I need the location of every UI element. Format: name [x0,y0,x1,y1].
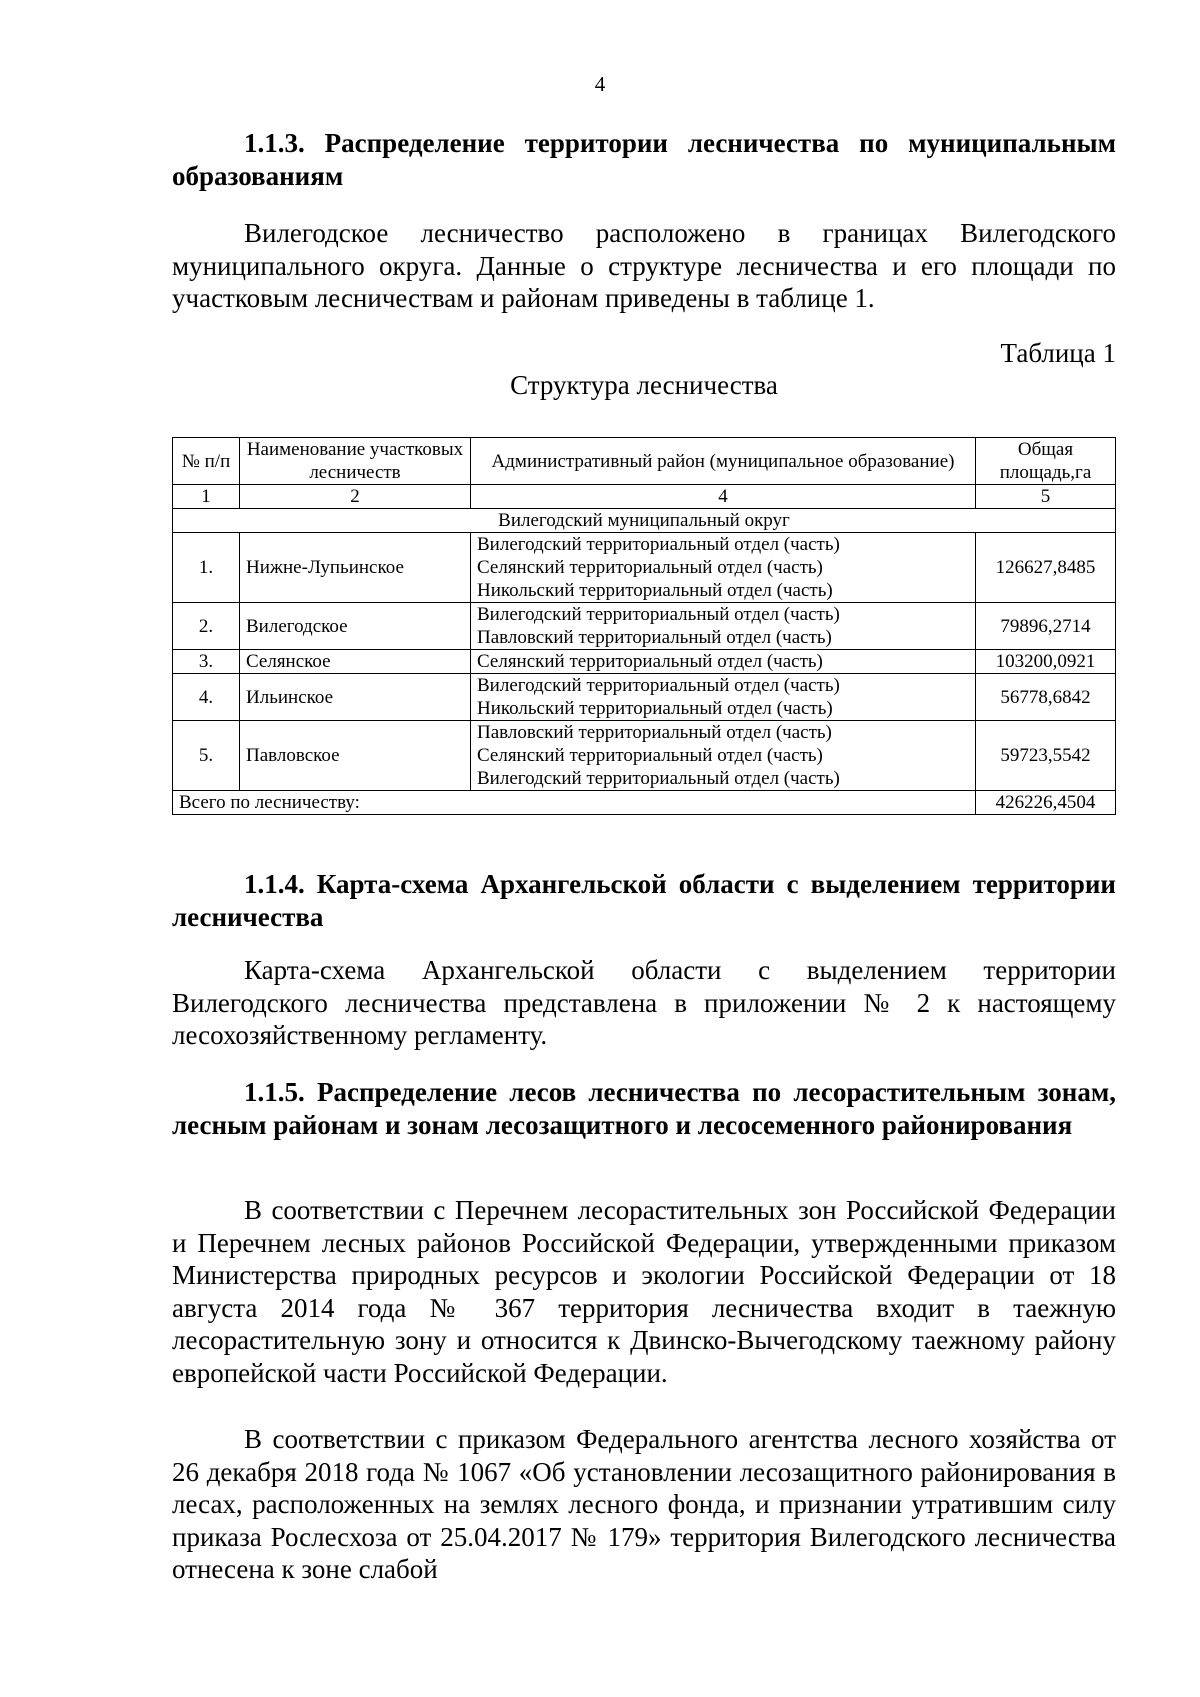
district-line: Павловский территориальный отдел (часть) [477,627,832,648]
table-number-caption: Таблица 1 [1000,338,1116,368]
row-number-cell: 4. [173,674,240,721]
row-district-cell [471,721,976,791]
section-paragraph-1-1-5-second: В соответствии с приказом Федерального агентства лесного хозяйства от 26 декабря 2018 года № 1067 «Об установлении лесозащитного районирования в лесах, расположенных на землях лесного фонда, и признании утратившим силу приказа Рослесхоза от 25.04.2017 № 179» территория Вилегодского лесничества отнесена к зоне слабой [172,1424,1116,1584]
row-area-cell: 79896,2714 [976,603,1116,650]
row-number-cell: 3. [173,650,240,674]
row-number-cell: 2. [173,603,240,650]
table-header-row [173,438,1116,485]
section-paragraph-1-1-3: Вилегодское лесничество расположено в границах Вилегодского муниципального округа. Данные о структуре лесничества и его площади по участковым лесничествам и районам приведены в таблице 1. [172,218,1116,313]
header-cell-number: № п/п [173,438,240,485]
row-district-cell [471,650,976,674]
row-area-cell: 126627,8485 [976,533,1116,603]
section-paragraph-1-1-4: Карта-схема Архангельской области с выделением территории Вилегодского лесничества представлена в приложении № 2 к настоящему лесохозяйственному регламенту. [172,955,1116,1050]
row-area-cell: 59723,5542 [976,721,1116,791]
total-label-cell: Всего по лесничеству: [173,791,976,815]
table-row [173,650,1116,674]
row-name-cell: Селянское [240,650,471,674]
table-row [173,721,1116,791]
total-row [173,791,1116,815]
row-area-cell: 56778,6842 [976,674,1116,721]
row-district-cell [471,533,976,603]
district-line: Селянский территориальный отдел (часть) [477,557,823,578]
district-line: Вилегодский территориальный отдел (часть) [477,534,840,555]
column-number-cell: 4 [471,485,976,509]
table-row [173,674,1116,721]
district-line: Павловский территориальный отдел (часть) [477,722,832,743]
column-number-cell: 5 [976,485,1116,509]
section-paragraph-1-1-5-first: В соответствии с Перечнем лесорастительных зон Российской Федерации и Перечнем лесных районов Российской Федерации, утвержденными приказом Министерства природных ресурсов и экологии Российской Федерации от 18 августа 2014 года № 367 территория лесничества входит в таежную лесорастительную зону и относится к Двинско-Вычегодскому таежному району европейской части Российской Федерации. [172,1195,1116,1388]
district-line: Вилегодский территориальный отдел (часть) [477,604,840,625]
row-name-cell: Павловское [240,721,471,791]
district-line: Вилегодский территориальный отдел (часть) [477,675,840,696]
section-heading-1-1-4: 1.1.4. Карта-схема Архангельской области с выделением территории лесничества [172,869,1116,932]
column-number-cell: 2 [240,485,471,509]
district-line: Селянский территориальный отдел (часть) [477,651,823,672]
district-line: Никольский территориальный отдел (часть) [477,580,833,601]
table-title: Структура лесничества [510,370,778,400]
row-district-cell [471,603,976,650]
district-line: Вилегодский территориальный отдел (часть) [477,768,840,789]
header-cell-name: Наименование участковых лесничеств [240,438,471,485]
row-district-cell [471,674,976,721]
district-line: Селянский территориальный отдел (часть) [477,745,823,766]
row-name-cell: Вилегодское [240,603,471,650]
row-number-cell: 1. [173,533,240,603]
column-number-row [173,485,1116,509]
group-row [173,509,1116,533]
forestry-structure-table [172,437,1116,815]
row-number-cell: 5. [173,721,240,791]
total-value-cell: 426226,4504 [976,791,1116,815]
table-row [173,533,1116,603]
header-cell-district: Административный район (муниципальное образование) [471,438,976,485]
header-cell-area: Общая площадь,га [976,438,1116,485]
district-line: Никольский территориальный отдел (часть) [477,698,833,719]
section-heading-1-1-3: 1.1.3. Распределение территории лесничества по муниципальным образованиям [172,128,1116,191]
section-heading-1-1-5: 1.1.5. Распределение лесов лесничества по лесорастительным зонам, лесным районам и зонам лесозащитного и лесосеменного районирования [172,1077,1116,1140]
column-number-cell: 1 [173,485,240,509]
row-area-cell: 103200,0921 [976,650,1116,674]
table-row [173,603,1116,650]
row-name-cell: Ильинское [240,674,471,721]
group-label-cell: Вилегодский муниципальный округ [173,509,1116,533]
row-name-cell: Нижне-Лупьинское [240,533,471,603]
page-number: 4 [594,72,606,96]
